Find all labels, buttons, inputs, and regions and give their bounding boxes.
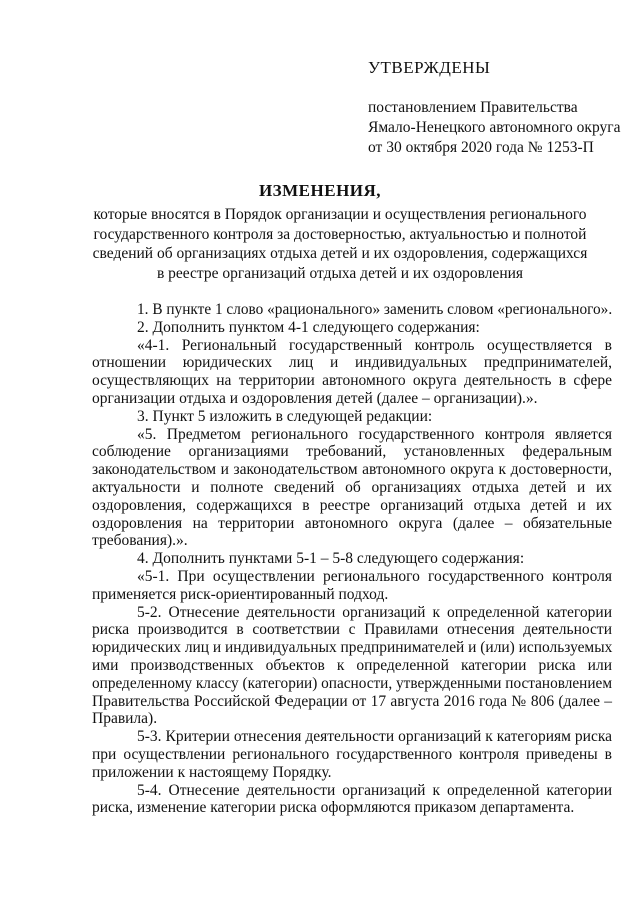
- subtitle-line: сведений об организациях отдыха детей и их оздоровления, содержащихся: [92, 245, 588, 262]
- approved-heading: УТВЕРЖДЕНЫ: [368, 58, 491, 77]
- body-line: 5-3. Критерии отнесения деятельности организаций к категориям риска: [137, 728, 612, 746]
- body-line: применяется риск-ориентированный подход.: [92, 585, 389, 603]
- body-line: организации отдыха и оздоровления детей (далее – организации).».: [92, 389, 538, 407]
- subtitle-line: в реестре организаций отдыха детей и их оздоровления: [156, 264, 524, 282]
- subtitle-line: государственного контроля за достоверностью, актуальностью и полнотой: [93, 225, 587, 243]
- document-title: ИЗМЕНЕНИЯ,: [258, 181, 382, 200]
- body-line: 2. Дополнить пунктом 4-1 следующего содержания:: [137, 318, 480, 336]
- body-line: 5-4. Отнесение деятельности организаций к определенной категории: [137, 781, 612, 799]
- body-line: Правила).: [92, 710, 158, 728]
- body-line: риска, изменение категории риска оформляются приказом департамента.: [92, 799, 575, 817]
- body-line: «4-1. Региональный государственный контроль осуществляется в: [137, 336, 612, 354]
- body-line: оздоровления, содержащихся в реестре организаций отдыха детей и их: [92, 496, 612, 514]
- body-line: соблюдение организациями требований, установленных федеральным: [92, 443, 612, 461]
- body-line: отношении юридических лиц и индивидуальных предпринимателей,: [92, 354, 612, 372]
- body-line: 5-2. Отнесение деятельности организаций к определенной категории: [137, 603, 612, 621]
- body-line: при осуществлении регионального государственного контроля приведены в: [92, 745, 612, 763]
- body-line: «5. Предметом регионального государственного контроля является: [137, 425, 612, 443]
- body-line: 4. Дополнить пунктами 5-1 – 5-8 следующего содержания:: [137, 550, 525, 568]
- approval-line: Ямало-Ненецкого автономного округа: [368, 119, 621, 136]
- document-body: [92, 301, 612, 817]
- body-line: законодательством и законодательством автономного округа к достоверности,: [92, 461, 612, 479]
- approval-line: постановлением Правительства: [368, 99, 578, 116]
- subtitle-line: которые вносятся в Порядок организации и осуществления регионального: [93, 206, 587, 223]
- body-line: «5-1. При осуществлении регионального государственного контроля: [137, 567, 612, 585]
- body-line: ими производственных объектов к определенной категории риска или: [92, 656, 612, 674]
- body-line: определенному классу (категории) опасности, утвержденными постановлением: [92, 674, 612, 692]
- approval-line: от 30 октября 2020 года № 1253-П: [368, 139, 594, 156]
- body-line: осуществляющих на территории автономного округа деятельность в сфере: [92, 372, 612, 390]
- body-line: 1. В пункте 1 слово «рационального» заменить словом «регионального».: [137, 301, 613, 318]
- body-line: юридических лиц и индивидуальных предпринимателей и (или) используемых: [92, 639, 613, 657]
- body-line: Правительства Российской Федерации от 17 августа 2016 года № 806 (далее –: [92, 692, 612, 710]
- body-line: риска производится в соответствии с Правилами отнесения деятельности: [92, 621, 612, 639]
- body-line: 3. Пункт 5 изложить в следующей редакции:: [137, 407, 433, 425]
- body-line: требования).».: [92, 532, 188, 550]
- body-line: приложении к настоящему Порядку.: [92, 763, 332, 781]
- body-line: актуальности и полноте сведений об организациях отдыха детей и их: [92, 478, 612, 496]
- document-subtitle: [60, 205, 620, 283]
- body-line: оздоровления на территории автономного округа (далее – обязательные: [92, 514, 612, 532]
- approval-reference: [368, 98, 628, 158]
